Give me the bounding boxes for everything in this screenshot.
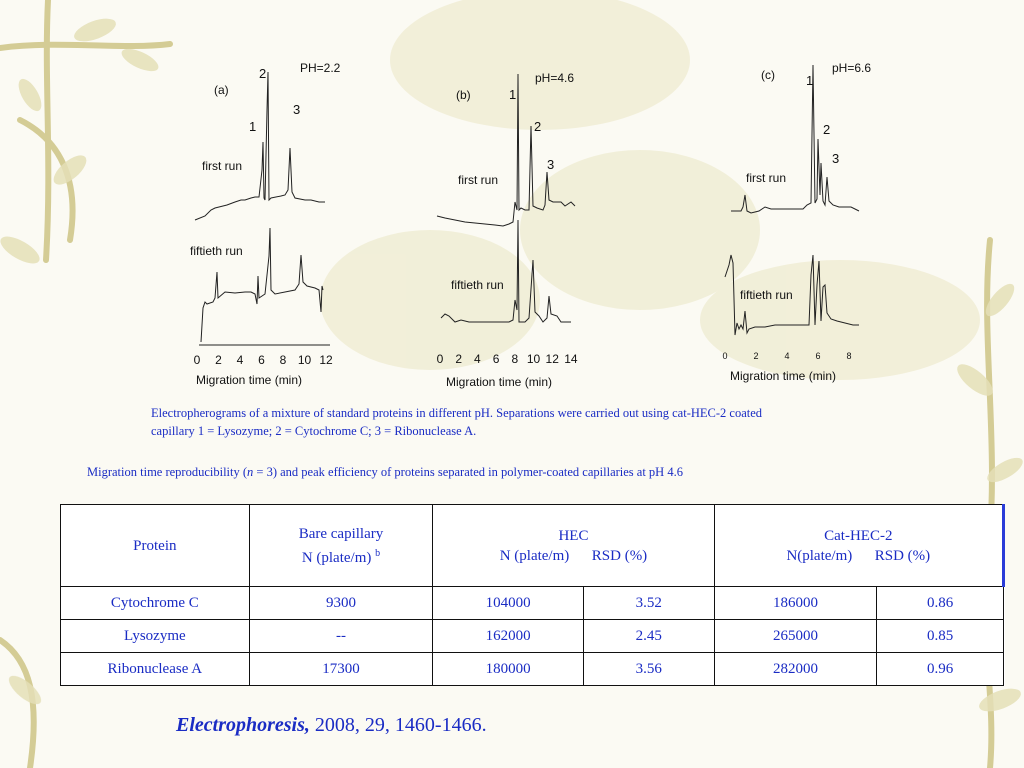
panel-b-x-tick-label: 14 [564, 352, 578, 366]
panel-c-x-tick-label: 0 [722, 351, 728, 361]
header-bare-n: N (plate/m) [301, 549, 372, 566]
header-bare-capillary [249, 505, 433, 587]
panel-a-x-tick-label: 8 [279, 353, 287, 367]
panel-b-peak-label-2: 2 [534, 119, 542, 134]
panel-c-peak-label-3: 3 [832, 151, 840, 166]
cell-cat-n: 282000 [714, 653, 877, 686]
panel-a-x-tick-label: 10 [297, 353, 312, 367]
journal-name: Electrophoresis, [176, 714, 310, 736]
panel-c-fiftieth-run-label: fiftieth run [740, 288, 793, 302]
cell-hec-n: 162000 [433, 620, 584, 653]
panel-c-x-tick-label: 4 [784, 351, 790, 361]
cell-hec-rsd: 3.52 [583, 587, 714, 620]
caption-line-1: Electropherograms of a mixture of standard proteins in different pH. Separations were carried out using cat-HEC-2 coated [151, 406, 763, 420]
table-title-start: Migration time reproducibility ( [87, 465, 248, 479]
panel-b-x-tick-label: 12 [545, 352, 559, 366]
panel-b-label: (b) [456, 88, 471, 102]
cell-hec-n: 180000 [433, 653, 584, 686]
header-cat-line2 [716, 546, 1001, 566]
panel-a-x-tick-label: 6 [258, 353, 265, 367]
figure-caption [151, 404, 871, 440]
panel-b-peak-label-1: 1 [509, 87, 517, 102]
panel-a-x-tick-label: 12 [319, 353, 333, 367]
panel-c-x-tick-label: 2 [753, 351, 759, 361]
cell-bare: -- [249, 620, 433, 653]
panel-a-peak-label-2: 2 [259, 66, 267, 81]
header-cat-n: N(plate/m) [786, 547, 853, 564]
header-cat-line1: Cat-HEC-2 [824, 527, 893, 544]
panel-b-x-tick-label: 0 [436, 352, 444, 366]
panel-b-first-run-label: first run [458, 173, 499, 187]
header-hec [433, 505, 714, 587]
cell-bare: 17300 [249, 653, 433, 686]
panel-c-peak-label-2: 2 [823, 122, 831, 137]
header-bare-sup: b [375, 547, 381, 559]
panel-a-x-tick-label: 2 [215, 353, 222, 367]
cell-protein: Cytochrome C [61, 587, 250, 620]
header-hec-rsd: RSD (%) [591, 547, 648, 564]
cell-cat-n: 265000 [714, 620, 877, 653]
table-title-n: n [247, 465, 254, 479]
panel-b-peak-label-3: 3 [547, 157, 555, 172]
panel-c [715, 55, 895, 395]
cell-cat-n: 186000 [714, 587, 877, 620]
panel-c-ph-label: pH=6.6 [832, 61, 872, 75]
panel-c-x-tick-label: 8 [846, 351, 852, 361]
efficiency-table [60, 504, 1005, 686]
panel-b-x-axis-label: Migration time (min) [446, 375, 553, 389]
panel-a-peak-label-1: 1 [249, 119, 257, 134]
cell-protein: Ribonuclease A [61, 653, 250, 686]
table-header-row [61, 505, 1004, 587]
panel-a-ph-label: PH=2.2 [300, 61, 341, 75]
cell-hec-rsd: 3.56 [583, 653, 714, 686]
panel-b-fiftieth-run-label: fiftieth run [451, 278, 504, 292]
journal-reference [176, 714, 487, 737]
panel-a-label: (a) [214, 83, 229, 97]
panel-a [185, 50, 365, 390]
panel-b-fiftieth-run-trace [441, 220, 571, 322]
panel-a-x-tick-label: 4 [236, 353, 244, 367]
panel-b-ph-label: pH=4.6 [535, 71, 575, 85]
panel-b [425, 60, 605, 400]
cell-cat-rsd: 0.86 [877, 587, 1004, 620]
panel-c-peak-label-1: 1 [806, 73, 814, 88]
panel-c-x-axis-label: Migration time (min) [730, 369, 837, 383]
panel-c-label: (c) [761, 68, 775, 82]
panel-a-peak-label-3: 3 [293, 102, 301, 117]
panel-b-x-tick-label: 6 [492, 352, 500, 366]
panel-b-x-tick-label: 2 [455, 352, 463, 366]
cell-protein: Lysozyme [61, 620, 250, 653]
cell-bare: 9300 [249, 587, 433, 620]
header-hec-n: N (plate/m) [499, 547, 570, 564]
header-hec-line1: HEC [558, 527, 589, 544]
header-hec-line2 [434, 546, 712, 566]
panel-b-x-tick-label: 4 [474, 352, 481, 366]
table-row [61, 653, 1004, 686]
panel-a-first-run-label: first run [202, 159, 243, 173]
panel-b-x-tick-label: 10 [526, 352, 541, 366]
header-bare-line1: Bare capillary [298, 525, 384, 542]
header-cat-hec [714, 505, 1003, 587]
cell-hec-rsd: 2.45 [583, 620, 714, 653]
panel-a-x-axis-label: Migration time (min) [196, 373, 303, 387]
table-title-end: = 3) and peak efficiency of proteins separated in polymer-coated capillaries at pH 4.6 [253, 465, 683, 479]
panel-a-fiftieth-run-label: fiftieth run [190, 244, 243, 258]
cell-cat-rsd: 0.96 [877, 653, 1004, 686]
cell-cat-rsd: 0.85 [877, 620, 1004, 653]
panel-c-first-run-label: first run [746, 171, 787, 185]
header-cat-rsd: RSD (%) [874, 547, 931, 564]
panel-b-x-tick-label: 8 [511, 352, 519, 366]
panel-c-first-run-trace [731, 65, 859, 213]
header-protein: Protein [61, 505, 250, 587]
table-title [87, 465, 987, 480]
table-row [61, 587, 1004, 620]
panel-c-x-tick-label: 6 [815, 351, 821, 361]
table-row [61, 620, 1004, 653]
panel-a-x-tick-label: 0 [193, 353, 201, 367]
caption-line-2: capillary 1 = Lysozyme; 2 = Cytochrome C; 3 = Ribonuclease A. [151, 424, 477, 438]
cell-hec-n: 104000 [433, 587, 584, 620]
header-bare-line2 [251, 544, 432, 568]
journal-citation: 2008, 29, 1460-1466. [309, 714, 487, 736]
